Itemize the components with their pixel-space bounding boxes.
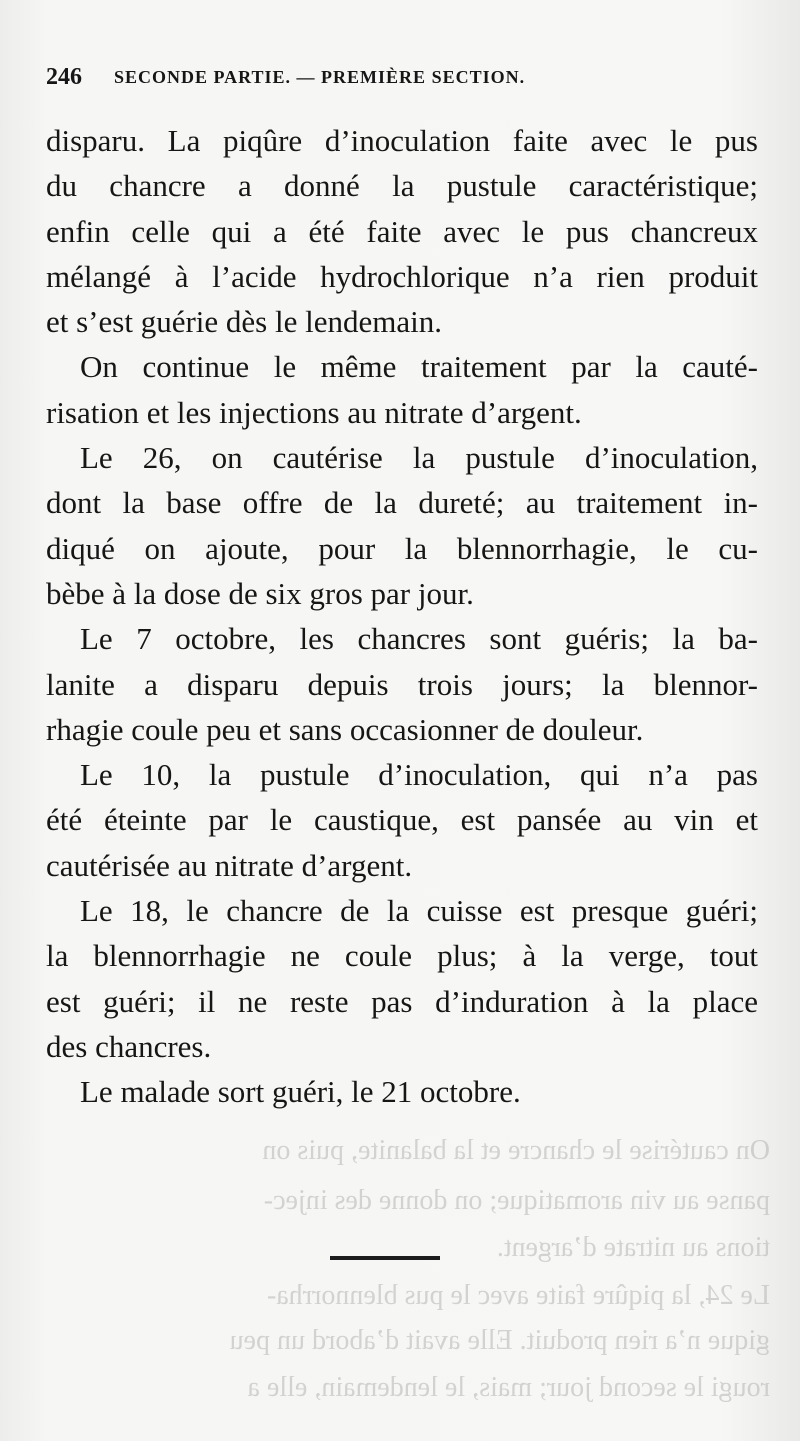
text-line: des chancres.	[46, 1028, 212, 1064]
text-line: cautérisée au nitrate d’argent.	[46, 847, 413, 883]
bleed-through-line: rougi le second jour; mais, le lendemain, elle a	[247, 1372, 770, 1403]
text-line: mélangé à l’acide hydrochlorique n’a rien produit	[46, 258, 758, 294]
body-text	[46, 118, 758, 1115]
page-number: 246	[46, 63, 82, 90]
bleed-through-line: On cautérise le chancre et la balanite, puis on	[262, 1135, 770, 1166]
text-line: et s’est guérie dès le lendemain.	[46, 304, 442, 340]
text-line: dont la base offre de la dureté; au traitement in-	[46, 485, 758, 521]
running-header	[46, 60, 666, 94]
text-line: la blennorrhagie ne coule plus; à la verge, tout	[46, 938, 758, 974]
text-line: Le malade sort guéri, le 21 octobre.	[80, 1074, 521, 1110]
bleed-through-line: tions au nitrate d’argent.	[496, 1232, 770, 1263]
text-line: risation et les injections au nitrate d’argent.	[46, 394, 582, 430]
text-line: enfin celle qui a été faite avec le pus chancreux	[46, 213, 758, 249]
text-line: bèbe à la dose de six gros par jour.	[46, 575, 474, 611]
text-line: du chancre a donné la pustule caractéristique;	[46, 168, 758, 204]
bleed-through-line: panse au vin aromatique; on donne des injec-	[263, 1185, 770, 1216]
text-line: Le 10, la pustule d’inoculation, qui n’a pas	[80, 757, 758, 793]
text-line: Le 7 octobre, les chancres sont guéris; la ba-	[80, 621, 758, 657]
bleed-through-line: gique n’a rien produit. Elle avait d’abord un peu	[229, 1325, 770, 1356]
text-line: Le 18, le chancre de la cuisse est presque guéri;	[80, 893, 758, 929]
running-title: SECONDE PARTIE. — PREMIÈRE SECTION.	[114, 66, 526, 87]
text-line: diqué on ajoute, pour la blennorrhagie, le cu-	[46, 530, 758, 566]
text-line: lanite a disparu depuis trois jours; la blennor-	[46, 666, 758, 702]
text-line: On continue le même traitement par la cauté-	[80, 349, 758, 385]
text-line: est guéri; il ne reste pas d’induration à la place	[46, 983, 758, 1019]
text-line: Le 26, on cautérise la pustule d’inoculation,	[80, 440, 758, 476]
bleed-through-line: Le 24, la piqûre faite avec le pus blennorrha-	[266, 1280, 770, 1311]
text-line: rhagie coule peu et sans occasionner de douleur.	[46, 711, 644, 747]
section-rule	[330, 1256, 440, 1260]
text-line: disparu. La piqûre d’inoculation faite avec le pus	[46, 123, 758, 158]
text-line: été éteinte par le caustique, est pansée au vin et	[46, 802, 758, 838]
